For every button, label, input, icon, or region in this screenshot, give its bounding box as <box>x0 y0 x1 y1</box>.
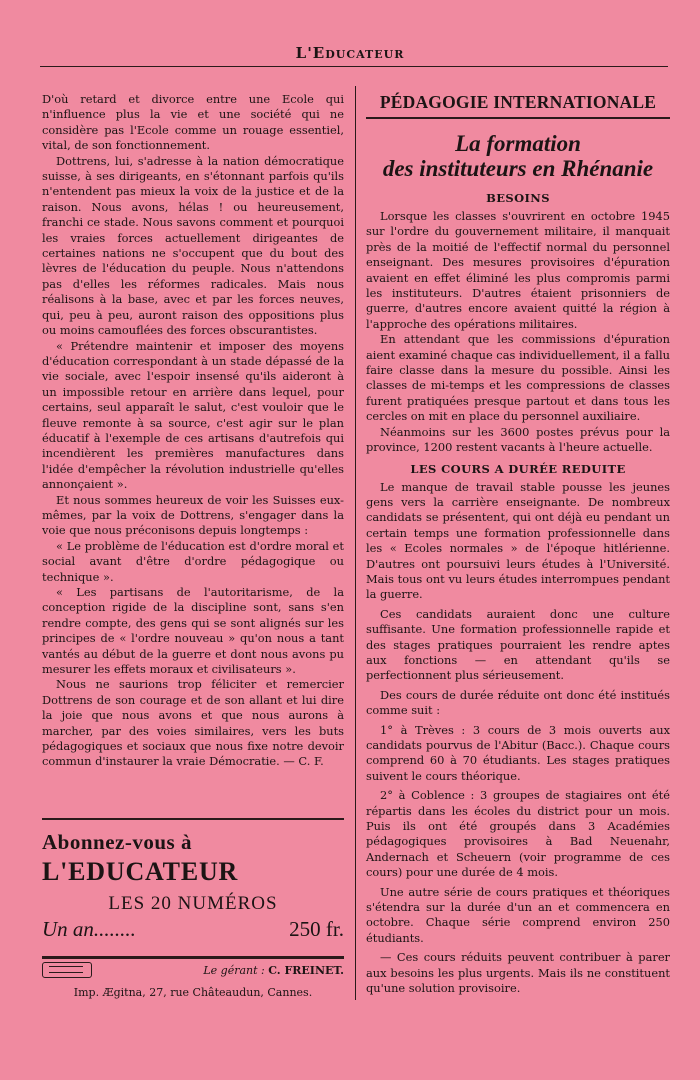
left-paragraph: « Le problème de l'éducation est d'ordre moral et social avant d'être d'ordre pédagogique ou technique ». <box>42 538 344 584</box>
manager-label: Le gérant : <box>203 963 265 977</box>
printer-address: Imp. Ægitna, 27, rue Châteaudun, Cannes. <box>73 986 313 999</box>
right-paragraph: Le manque de travail stable pousse les jeunes gens vers la carrière enseignante. De nombreux candidats se présentent, qui ont déjà eu pendant un certain temps une formation professionnelle dans les « Ecoles normales » de l'époque hitlérienne. D'autres ont poursuivi leurs études à l'Université. Mais tous ont vu leurs études interrompues pendant la guerre. <box>366 479 670 602</box>
subscription-advert <box>42 818 344 959</box>
left-paragraph: Dottrens, lui, s'adresse à la nation démocratique suisse, à ses dirigeants, en s'étonnant parfois qu'ils n'entendent pas mieux la voix de la justice et de la raison. Nous avons, hélas ! ou heureusement, franchi ce stade. Nous savons comment et pourquoi les vraies forces actuellement dirigeantes de certaines nations ne s'occupent que du bout des lèvres de l'éducation du peuple. Nous n'attendons pas d'elles les réformes radicales. Mais nous réalisons à la base, avec et par les forces neuves, qui, peu à peu, auront raison des oppositions plus ou moins camouflées des forces obscurantistes. <box>42 153 344 338</box>
right-paragraph: En attendant que les commissions d'épuration aient examiné chaque cas individuellement, il a fallu faire classe dans la mesure du possible. Ainsi les classes de mi-temps et les compressions de classes furent pratiquées presque partout et dans tous les cercles on mit en place du personnel auxiliaire. <box>366 332 670 424</box>
imprint-footer <box>42 962 344 999</box>
right-paragraph: Ces candidats auraient donc une culture suffisante. Une formation professionnelle rapide et des stages pratiques pourraient les rendre aptes aux fonctions — en attendant qu'ils se perfectionnent plus sérieusement. <box>366 606 670 683</box>
header-rule <box>40 66 668 67</box>
left-paragraph: Nous ne saurions trop féliciter et remercier Dottrens de son courage et de son allant et lui dire la joie que nous avons et que nous aurons à marcher, par des voies similaires, vers les buts pédagogiques et sociaux que nous fixe notre devoir commun d'instaurer la vraie Démocratie. — C. F. <box>42 677 344 769</box>
section-heading-besoins: BESOINS <box>486 191 550 205</box>
subscribe-issues: LES 20 NUMÉROS <box>108 893 278 914</box>
left-paragraph: D'où retard et divorce entre une Ecole qui n'influence plus la vie et une société qui ne considère pas l'Ecole comme un rouage essentiel, vital, de son fonctionnement. <box>42 92 344 153</box>
right-paragraph: Des cours de durée réduite ont donc été institués comme suit : <box>366 687 670 718</box>
running-head: L'Educateur <box>295 44 405 62</box>
manager-line <box>203 964 344 977</box>
right-paragraph: — Ces cours réduits peuvent contribuer à parer aux besoins les plus urgents. Mais ils ne constituent qu'une solution provisoire. <box>366 950 670 996</box>
left-paragraph: « Prétendre maintenir et imposer des moyens d'éducation correspondant à un stade dépassé de la vie sociale, avec l'espoir insensé qu'ils aideront à un impossible retour en arrière dans lequel, pour certains, seul apparaît le salut, c'est vouloir que le fleuve remonte à sa source, c'est agir sur le plan éducatif à l'exemple de ces artisans d'autrefois qui incendièrent les premières manufactures dans l'idée d'empêcher la révolution industrielle qu'elles annonçaient ». <box>42 338 344 492</box>
left-column <box>42 92 344 770</box>
subscribe-heading: Abonnez-vous à <box>42 830 192 854</box>
rubric-heading: PÉDAGOGIE INTERNATIONALE <box>366 92 670 119</box>
right-column <box>366 92 670 997</box>
section-heading-cours: LES COURS A DURÉE REDUITE <box>410 461 626 476</box>
column-divider <box>355 86 356 1000</box>
printer-logo-icon <box>42 962 92 978</box>
manager-name: C. FREINET. <box>268 963 344 977</box>
subscribe-period: Un an........ <box>42 917 136 941</box>
article-title-line1: La formation <box>455 131 581 156</box>
right-paragraph: Une autre série de cours pratiques et théoriques s'étendra sur la durée d'un an et commencera en octobre. Chaque série comprend environ 250 étudiants. <box>366 884 670 945</box>
right-paragraph: 2° à Coblence : 3 groupes de stagiaires ont été répartis dans les écoles du district pour un mois. Puis ils ont été groupés dans 3 Académies pédagogiques provisoires à Bad Neuenahr, Andernach et Scheuern (voir programme de ces cours) pour une durée de 4 mois. <box>366 788 670 880</box>
right-paragraph: Lorsque les classes s'ouvrirent en octobre 1945 sur l'ordre du gouvernement militaire, il manquait près de la moitié de l'effectif normal du personnel enseignant. Des mesures provisoires d'épuration avaient en effet éliminé les plus compromis parmi les instituteurs. D'autres étaient prisonniers de guerre, d'autres encore avaient quitté la région à l'approche des opérations militaires. <box>366 209 670 331</box>
article-title <box>366 131 670 181</box>
right-paragraph: Néanmoins sur les 3600 postes prévus pour la province, 1200 restent vacants à l'heure actuelle. <box>366 424 670 455</box>
subscribe-price-row <box>42 917 344 942</box>
right-paragraph: 1° à Trèves : 3 cours de 3 mois ouverts aux candidats pourvus de l'Abitur (Bacc.). Chaque cours comprend 60 à 70 étudiants. Les stages pratiques suivent le cours théorique. <box>366 722 670 783</box>
article-title-line2: des instituteurs en Rhénanie <box>382 156 654 181</box>
subscribe-price: 250 fr. <box>289 917 344 941</box>
left-paragraph: Et nous sommes heureux de voir les Suisses eux-mêmes, par la voix de Dottrens, s'engager dans la voie que nous préconisons depuis longtemps : <box>42 492 344 538</box>
subscribe-journal-name: L'EDUCATEUR <box>42 857 239 886</box>
left-paragraph: « Les partisans de l'autoritarisme, de la conception rigide de la discipline sont, sans s'en rendre compte, des gens qui se sont alignés sur les principes de « l'ordre nouveau » qu'on nous a tant vantés au début de la guerre et dont nous avons pu mesurer les effets moraux et civilisateurs ». <box>42 585 344 677</box>
